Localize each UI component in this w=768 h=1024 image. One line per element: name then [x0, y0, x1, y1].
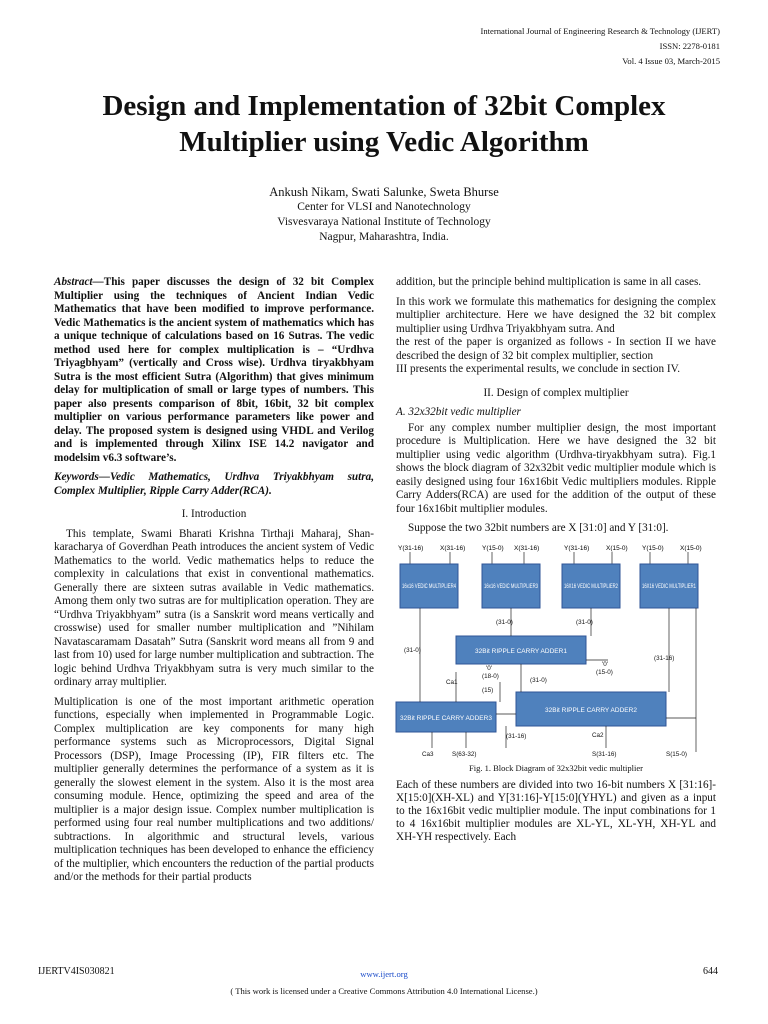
signal-label: Ca2	[592, 731, 604, 739]
right-paragraph-6: Suppose the two 32bit numbers are X [31:0] and Y [31:0].	[408, 522, 669, 534]
journal-header	[480, 24, 720, 69]
signal-label: Ca3	[422, 750, 434, 758]
right-paragraph-2: In this work we formulate this mathematics for designing the complex multiplier architecture. Here we have designed the 32 bit complex multiplier using Urdhva Triyakbhyam sutra. And	[396, 295, 716, 335]
footer-url[interactable]: www.ijert.org	[360, 969, 408, 979]
abstract	[54, 276, 374, 465]
author-names: Ankush Nikam, Swati Salunke, Sweta Bhurse	[269, 185, 499, 199]
right-paragraph-4: III presents the experimental results, we conclude in section IV.	[396, 363, 681, 375]
input-label: Y(15-0)	[642, 544, 664, 552]
input-label: X(15-0)	[680, 544, 702, 552]
input-label: Y(15-0)	[482, 544, 504, 552]
right-paragraph-7: Each of these numbers are divided into two 16-bit numbers X [31:16]-X[15:0](XH-XL) and Y[31:16]-Y[15:0](YHYL) and given as a input to the 16x16bit vedic multiplier module. The input combinations for 1 to 4 16x16bit multiplier modules are XL-YL, XL-YH, XH-YL and XH-YH respectively. Each	[396, 779, 716, 843]
section-intro-heading: I. Introduction	[181, 508, 247, 520]
abstract-label: Abstract—	[54, 276, 104, 288]
input-label: Y(31-16)	[564, 544, 590, 552]
signal-label: (15-0)	[596, 668, 613, 676]
right-paragraph-3: the rest of the paper is organized as follows - In section II we have described the design of 32 bit complex multiplier, section	[396, 336, 716, 362]
footer-paper-code: IJERTV4IS030821	[38, 966, 115, 977]
author-institute: Visvesvaraya National Institute of Technology	[277, 216, 491, 228]
input-label: X(31-16)	[440, 544, 466, 552]
right-paragraph-1: addition, but the principle behind multiplication is same in all cases.	[396, 276, 702, 288]
multiplier-labels	[402, 583, 696, 590]
adder-1-label: 32Bit RIPPLE CARRY ADDER1	[475, 647, 567, 655]
author-block	[84, 185, 684, 245]
left-column	[54, 276, 374, 891]
signal-label: S(63-32)	[452, 750, 477, 758]
author-dept: Center for VLSI and Nanotechnology	[297, 201, 471, 213]
signal-label: '0'	[486, 664, 492, 672]
signal-label: (31-16)	[506, 732, 527, 740]
block-diagram-svg	[396, 542, 706, 762]
signal-label: '0'	[602, 660, 608, 668]
multiplier-2-label: 16X16 VEDIC MULTIPLIER2	[564, 582, 619, 590]
keywords	[54, 471, 374, 498]
subsection-a-heading: A. 32x32bit vedic multiplier	[396, 406, 521, 418]
volume-issue: Vol. 4 Issue 03, March-2015	[622, 56, 720, 66]
signal-label: (18-0)	[482, 672, 499, 680]
signal-label: (15)	[482, 686, 494, 694]
adder-3-label: 32Bit RIPPLE CARRY ADDER3	[400, 714, 492, 722]
right-column	[396, 276, 716, 850]
adder-2-label: 32Bit RIPPLE CARRY ADDER2	[545, 706, 637, 714]
signal-label: (31-16)	[654, 654, 675, 662]
signal-label: (31-0)	[496, 618, 513, 626]
signal-label: S(15-0)	[666, 750, 687, 758]
section-design-heading: II. Design of complex multiplier	[483, 386, 629, 399]
keywords-text: Keywords—Vedic Mathematics, Urdhva Triyakbhyam sutra, Complex Multiplier, Ripple Carry Adder(RCA).	[54, 471, 374, 497]
input-label: Y(31-16)	[398, 544, 424, 552]
intro-paragraph-1: This template, Swami Bharati Krishna Tirthaji Maharaj, Shan-karacharya of Goverdhan Peath introduces the ancient system of Vedic Mathematics to the world. Vedic mathematics helps to reduce the complexity in calculations that exist in conventional mathematics. Generally there are sixteen sutras available in Vedic mathematics. Among them only two sutras are for multiplication operation. They are “Urdhva Triyakbhyam” sutra (is a Sanskrit word means vertically and crosswise) used for smaller number multiplication and ”Nihilam Navatascaramam Dasatah” Sutra (Sanskrit word means all from 9 and last from 10) used for large number multiplication and subtraction. The logic behind Urdhva Triyakbhyam sutra is very much similar to the ordinary array multiplier.	[54, 527, 374, 688]
signal-label: S(31-16)	[592, 750, 617, 758]
footer-page-number: 644	[703, 966, 718, 977]
license-notice: ( This work is licensed under a Creative Commons Attribution 4.0 International License.)	[230, 986, 538, 996]
signal-label: (31-0)	[576, 618, 593, 626]
abstract-text: This paper discusses the design of 32 bit Complex Multiplier using the techniques of Ancient Indian Vedic Mathematics that have been modified to improve performance. Vedic Mathematics is the ancient system of mathematics which has a unique technique of calculations based on 16 Sutras. The vedic method used here for complex multiplication is – “Urdhva Triyagbhyam” (vertically and Cross wise). Urdhva tiryakbhyam Sutra is the most efficient Sutra (Algorithm) that gives minimum delay for multiplication of small or large types of numbers. This paper also presents comparison of 8bit, 16bit, 32 bit complex multiplier on various performance parameters like power and delay. The proposed system is designed using VHDL and Verilog and is implemented through Xilinx ISE 14.2 navigator and modelsim v6.3 software’s.	[54, 276, 374, 464]
input-label: X(15-0)	[606, 544, 628, 552]
multiplier-1-label: 16X16 VEDIC MULTIPLIER1	[642, 582, 697, 590]
issn: ISSN: 2278-0181	[659, 41, 720, 51]
signal-label: (31-0)	[530, 676, 547, 684]
paper-title: Design and Implementation of 32bit Complex Multiplier using Vedic Algorithm	[102, 90, 666, 158]
input-label: X(31-16)	[514, 544, 540, 552]
figure-caption: Fig. 1. Block Diagram of 32x32bit vedic multiplier	[469, 762, 643, 773]
block-diagram-figure	[396, 542, 706, 762]
signal-label: Ca1	[446, 678, 458, 686]
author-location: Nagpur, Maharashtra, India.	[319, 231, 449, 243]
multiplier-3-label: 16x16 VEDIC MULTIPLIER3	[484, 582, 539, 590]
journal-name: International Journal of Engineering Research & Technology (IJERT)	[480, 26, 720, 36]
intro-paragraph-2: Multiplication is one of the most important arithmetic operation functions, especially when implemented in Programmable Logic. Complex multiplication are key components for many high performance systems such as Microprocessors, Digital Signal Processors (DSP), Image Processing (IP), FIR filters etc. The multiplier generally determines the performance of a system as it is generally the slowest element in the system. Also it is the most area consuming module. Hence, optimizing the speed and area of the multiplier is a major design issue. Complex number multiplication is performed using four real number multiplications and two additions/ subtractions. In algorithmic and structural levels, various multiplication techniques has been developed to enhance the efficiency of the multiplier, which encounters the reduction of the partial products and/or the methods for their partial products	[54, 695, 374, 883]
multiplier-4-label: 16x16 VEDIC MULTIPLIER4	[402, 582, 457, 590]
signal-label: (31-0)	[404, 646, 421, 654]
right-paragraph-5: For any complex number multiplier design, the most important procedure is Multiplication. Here we have designed the 32 bit multiplier using vedic algorithm (Urdhva-tiryakbhyam sutra). Fig.1 shows the block diagram of 32x32bit vedic multiplier module which is easily designed using four 16x16bit Vedic multipliers modules. Ripple Carry Adders(RCA) are used for the addition of the output of these four 16x16bit multiplier modules.	[396, 421, 716, 515]
input-arrows	[410, 552, 688, 564]
